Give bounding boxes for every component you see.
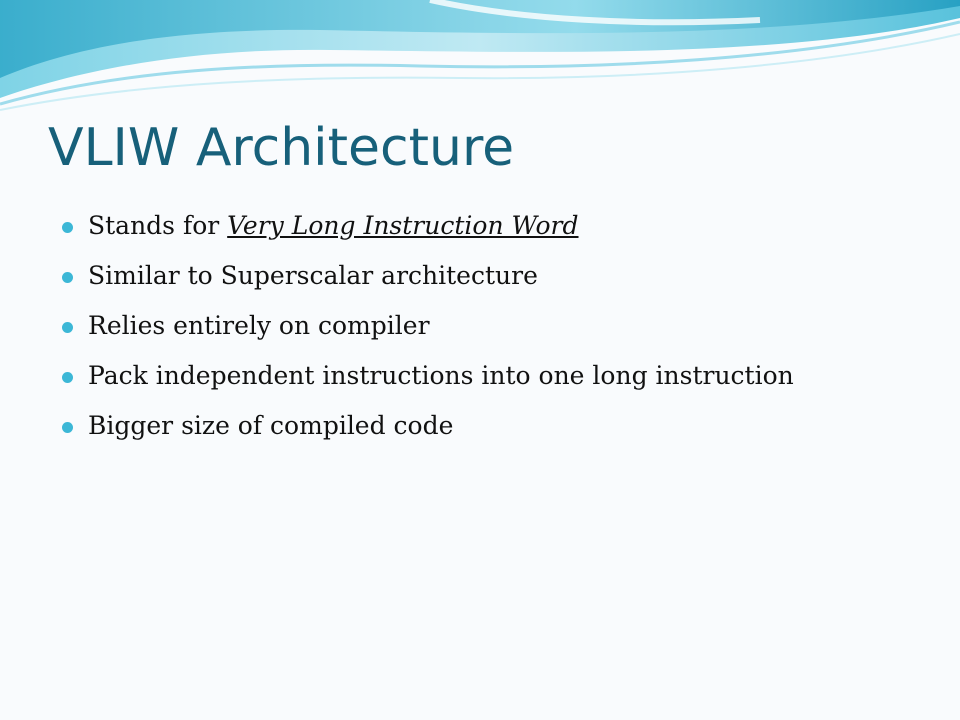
bullet-text: Relies entirely on compiler — [88, 311, 430, 340]
bullet-text: Bigger size of compiled code — [88, 411, 454, 440]
bullet-marker-icon — [62, 272, 73, 283]
bullet-item — [62, 358, 912, 394]
header-wave-decoration — [0, 0, 960, 120]
bullet-item — [62, 408, 912, 444]
bullet-marker-icon — [62, 322, 73, 333]
bullet-marker-icon — [62, 222, 73, 233]
bullet-emphasis-text: Very Long Instruction Word — [227, 211, 579, 240]
bullet-text: Similar to Superscalar architecture — [88, 261, 538, 290]
bullet-text: Pack independent instructions into one long instruction — [88, 361, 794, 390]
bullet-item — [62, 208, 912, 244]
bullet-marker-icon — [62, 372, 73, 383]
bullet-item — [62, 308, 912, 344]
slide-title: VLIW Architecture — [48, 118, 515, 178]
bullet-marker-icon — [62, 422, 73, 433]
bullet-text: Stands for — [88, 211, 228, 240]
bullet-item — [62, 258, 912, 294]
bullet-list — [62, 208, 912, 458]
